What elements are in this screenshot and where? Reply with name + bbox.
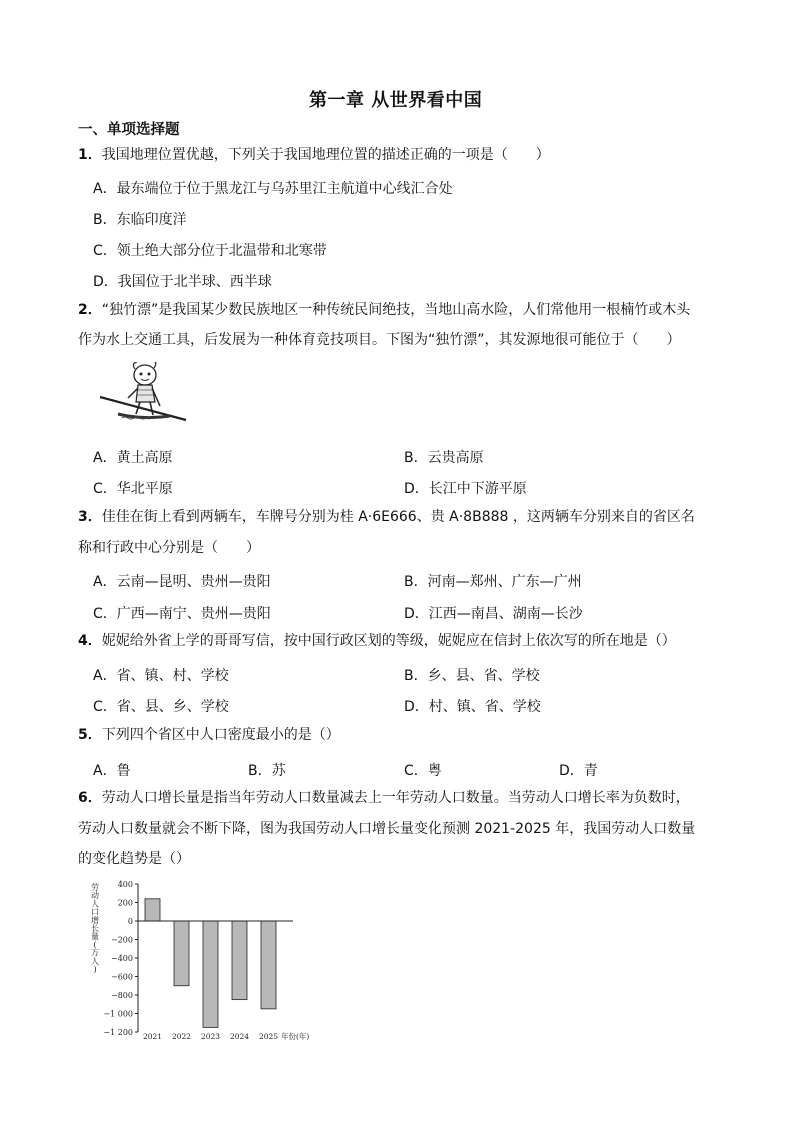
question-stem [78, 148, 550, 162]
y-tick-label: −200 [111, 935, 133, 945]
y-tick-label: 400 [117, 880, 133, 889]
question-stem [78, 634, 676, 648]
question-number: 5． [78, 727, 102, 743]
option-b[interactable]: B．乡、县、省、学校 [404, 668, 540, 684]
question-text: 下列四个省区中人口密度最小的是（） [101, 727, 340, 743]
option-d[interactable]: D．村、镇、省、学校 [404, 699, 541, 715]
option-b[interactable]: B．河南—郑州、广东—广州 [404, 574, 582, 590]
option-a[interactable]: A．鲁 [93, 763, 131, 779]
question-text: “独竹漂”是我国某少数民族地区一种传统民间绝技，当地山高水险，人们常他用一根楠竹或木头 [101, 302, 691, 318]
y-axis-label-char: 增 [91, 915, 99, 925]
option-a[interactable]: A．黄土高原 [93, 450, 173, 466]
option-b[interactable]: B．东临印度洋 [93, 212, 187, 228]
option-d[interactable]: D．我国位于北半球、西半球 [93, 274, 272, 290]
bar [203, 921, 218, 1027]
y-axis-label-char: ( [93, 940, 97, 950]
question-stem [78, 303, 690, 317]
question-number: 3． [78, 509, 102, 525]
x-tick-label: 2021 [142, 1032, 163, 1041]
option-d[interactable]: D．江西—南昌、湖南—长沙 [404, 606, 583, 622]
y-axis-label-char: 长 [91, 924, 99, 933]
y-axis-label-char: 万 [91, 948, 99, 958]
question-stem [78, 728, 340, 742]
option-b[interactable]: B．云贵高原 [404, 450, 484, 466]
y-tick-label: 0 [127, 917, 133, 926]
question-text: 劳动人口增长量是指当年劳动人口数量减去上一年劳动人口数量。当劳动人口增长率为负数时， [101, 790, 690, 806]
question-number: 1． [78, 147, 102, 163]
option-c[interactable]: C．华北平原 [93, 481, 173, 497]
section-heading: 一、单项选择题 [78, 122, 180, 138]
option-b[interactable]: B．苏 [248, 763, 286, 779]
question-text-line: 的变化趋势是（） [78, 851, 190, 867]
y-tick-label: −1 000 [103, 1009, 133, 1019]
y-axis-label-char: 人 [91, 899, 99, 909]
option-a[interactable]: A．云南—昆明、贵州—贵阳 [93, 574, 271, 590]
y-axis-label-char: 人 [91, 956, 99, 966]
y-axis-label-char: 动 [91, 891, 99, 901]
question-text-line: 称和行政中心分别是（ ） [78, 540, 260, 556]
question-text-line: 作为水上交通工具，后发展为一种体育竞技项目。下图为“独竹漂”，其发源地很可能位于（ ） [78, 332, 681, 348]
y-axis-label-char: ) [93, 965, 97, 974]
y-axis-label-char: 劳 [91, 883, 99, 892]
option-c[interactable]: C．领土绝大部分位于北温带和北寒带 [93, 243, 327, 259]
y-tick-label: −400 [111, 954, 133, 963]
question-text-line: 劳动人口数量就会不断下降，图为我国劳动人口增长量变化预测 2021-2025 年，我国劳动人口数量 [78, 821, 696, 837]
y-axis-label-char: 量 [91, 932, 99, 942]
x-tick-label: 2022 [171, 1032, 192, 1041]
question-number: 4． [78, 633, 102, 649]
x-tick-label: 2025 [258, 1032, 279, 1041]
option-a[interactable]: A．省、镇、村、学校 [93, 668, 229, 684]
y-tick-label: −1 200 [103, 1028, 133, 1037]
option-c[interactable]: C．粤 [404, 763, 442, 779]
option-d[interactable]: D．长江中下游平原 [404, 481, 527, 497]
labor-growth-bar-chart [88, 876, 328, 1046]
du-zhu-piao-illustration [98, 362, 188, 430]
y-tick-label: 200 [117, 898, 133, 908]
option-c[interactable]: C．广西—南宁、贵州—贵阳 [93, 606, 271, 622]
option-d[interactable]: D．青 [559, 763, 598, 779]
bar [145, 899, 160, 921]
bar [174, 921, 189, 986]
x-axis-label: 年份(年) [281, 1032, 310, 1041]
question-stem [78, 791, 690, 805]
option-a[interactable]: A．最东端位于位于黑龙江与乌苏里江主航道中心线汇合处 [93, 181, 453, 197]
bar [261, 921, 276, 1009]
option-c[interactable]: C．省、县、乡、学校 [93, 699, 229, 715]
x-tick-label: 2023 [200, 1032, 221, 1041]
question-text: 妮妮给外省上学的哥哥写信，按中国行政区划的等级，妮妮应在信封上依次写的所在地是（） [101, 633, 676, 649]
question-text: 我国地理位置优越，下列关于我国地理位置的描述正确的一项是（ ） [101, 147, 550, 163]
question-stem [78, 510, 695, 524]
page-title: 第一章 从世界看中国 [309, 90, 483, 111]
y-tick-label: −600 [111, 972, 133, 982]
question-number: 2． [78, 302, 102, 318]
y-axis-label-char: 口 [91, 907, 99, 917]
bar [232, 921, 247, 1000]
y-tick-label: −800 [111, 991, 133, 1000]
question-text: 佳佳在街上看到两辆车，车牌号分别为桂 A·6E666、贵 A·8B888 ，这两辆车分别来自的省区名 [101, 509, 695, 525]
question-number: 6． [78, 790, 102, 806]
x-tick-label: 2024 [229, 1032, 250, 1041]
